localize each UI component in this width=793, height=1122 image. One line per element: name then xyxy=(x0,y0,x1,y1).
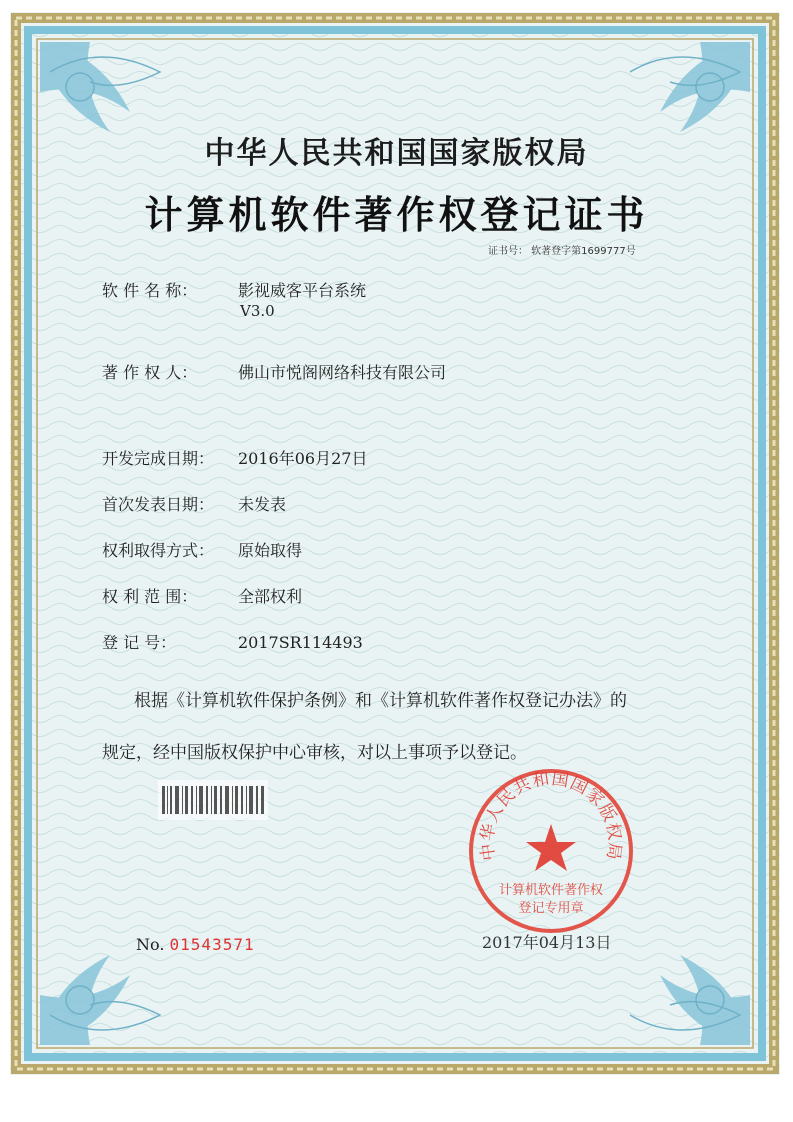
field-label: 权 利 范 围： xyxy=(102,587,198,606)
barcode-image xyxy=(158,780,268,820)
field-value: 全部权利 xyxy=(238,587,303,606)
field-value: 2016年06月27日 xyxy=(238,449,368,468)
certificate-number: 证书号： 软著登字第1699777号 xyxy=(488,246,636,257)
field-completion-date xyxy=(102,446,367,469)
field-copyright-owner xyxy=(102,360,446,383)
field-label: 权利取得方式： xyxy=(102,541,215,560)
serial-prefix: No. xyxy=(136,935,165,954)
seal-line-2: 登记专用章 xyxy=(518,901,584,916)
seal-ring-text: 中华人民共和国国家版权局 xyxy=(477,769,625,862)
serial-number xyxy=(136,935,255,954)
field-value: 未发表 xyxy=(238,495,287,514)
paragraph-line-2: 规定，经中国版权保护中心审核，对以上事项予以登记。 xyxy=(102,743,527,763)
certificate-title: 计算机软件著作权登记证书 xyxy=(144,192,649,237)
field-label: 登 记 号： xyxy=(102,633,177,652)
field-value: 佛山市悦阁网络科技有限公司 xyxy=(238,363,447,382)
field-label: 开发完成日期： xyxy=(102,449,215,468)
field-label: 著 作 权 人： xyxy=(102,363,198,382)
field-registration-number xyxy=(102,630,363,653)
field-value: 2017SR114493 xyxy=(238,633,363,652)
official-seal xyxy=(466,766,636,936)
field-value: 影视威客平台系统 xyxy=(238,281,367,300)
field-label: 首次发表日期： xyxy=(102,495,215,514)
seal-star-icon xyxy=(526,824,576,871)
field-label: 软 件 名 称： xyxy=(102,281,198,300)
field-first-publication xyxy=(102,492,286,515)
serial-value: 01543571 xyxy=(169,935,255,954)
field-acquisition-method xyxy=(102,538,302,561)
field-value: 原始取得 xyxy=(238,541,303,560)
software-version: V3.0 xyxy=(240,302,275,320)
authority-title: 中华人民共和国国家版权局 xyxy=(204,136,589,171)
field-rights-scope xyxy=(102,584,302,607)
paragraph-line-1: 根据《计算机软件保护条例》和《计算机软件著作权登记办法》的 xyxy=(134,691,627,711)
seal-line-1: 计算机软件著作权 xyxy=(498,883,604,898)
field-software-name xyxy=(102,278,366,301)
issue-date: 2017年04月13日 xyxy=(482,933,612,952)
